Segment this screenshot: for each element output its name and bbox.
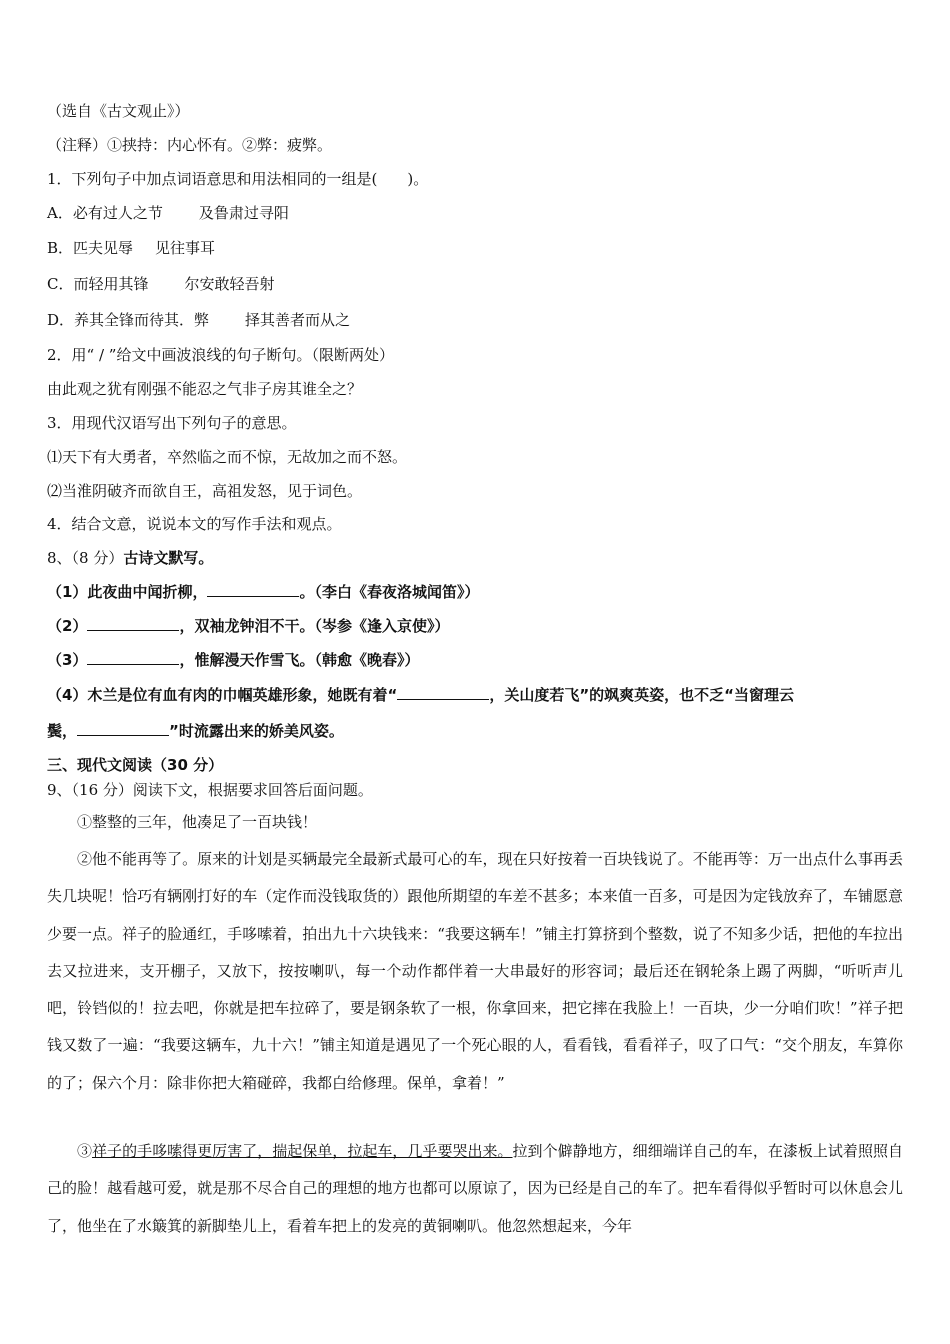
q1-option-a: A．必有过人之节 及鲁肃过寻阳 [47,204,289,222]
q4-stem: 4．结合文意，说说本文的写作手法和观点。 [47,515,342,533]
answer-blank[interactable] [87,616,179,631]
q8-item-2: （2） ，双袖龙钟泪不干。（岑参《逢入京使》） [47,617,450,635]
q3-stem: 3．用现代汉语写出下列句子的意思。 [47,414,297,432]
q1-option-b: B．匹夫见辱 见往事耳 [47,239,216,257]
q8-item-4-continued: 鬓， ”时流露出来的娇美风姿。 [47,722,344,740]
q3-sentence-1: ⑴天下有大勇者，卒然临之而不惊，无故加之而不怒。 [47,448,408,466]
q2-stem: 2．用“ / ”给文中画波浪线的句子断句。（限断两处） [47,346,394,364]
q9-paragraph-1: ①整整的三年，他凑足了一百块钱！ [77,813,318,831]
q8-item-3: （3） ，惟解漫天作雪飞。（韩愈《晚春》） [47,651,420,669]
answer-blank[interactable] [77,721,169,736]
q1-option-c: C．而轻用其锋 尔安敢轻吾射 [47,275,275,293]
q8-item-4: （4）木兰是位有血有肉的巾帼英雄形象，她既有着“ ，关山度若飞”的飒爽英姿，也不乏“当窗理云 [47,686,795,704]
q8-item-1: （1）此夜曲中闻折柳， 。（李白《春夜洛城闻笛》） [47,583,480,601]
q1-option-d: D．养其全锋而待其．弊 择其善者而从之 [47,311,351,329]
q2-text: 由此观之犹有刚强不能忍之气非子房其谁全之？ [47,380,363,398]
q8-heading: 8、（8 分）古诗文默写。 [47,549,214,567]
source-line: （选自《古文观止》） [47,102,190,120]
answer-blank[interactable] [87,650,179,665]
q1-stem: 1．下列句子中加点词语意思和用法相同的一组是( )。 [47,170,429,188]
q3-sentence-2: ⑵当淮阴破齐而欲自王，高祖发怒，见于词色。 [47,482,363,500]
q9-paragraph-2: ②他不能再等了。原来的计划是买辆最完全最新式最可心的车，现在只好按着一百块钱说了。不能再等：万一出点什么事再丢失几块呢！恰巧有辆刚打好的车（定作而没钱取货的）跟他所期望的车差不甚多；本来值一百多，可是因为定钱放弃了，车铺愿意少要一点。祥子的脸通红，手哆嗦着，拍出九十六块钱来：“我要这辆车！”铺主打算挤到个整数，说了不知多少话，把他的车拉出去又拉进来，支开棚子，又放下，按按喇叭，每一个动作都伴着一大串最好的形容词；最后还在钢轮条上踢了两脚，“听听声儿吧，铃铛似的！拉去吧，你就是把车拉碎了，要是钢条软了一根，你拿回来，把它摔在我脸上！一百块，少一分咱们吹！”祥子把钱又数了一遍：“我要这辆车，九十六！”铺主知道是遇见了一个死心眼的人，看看钱，看看祥子，叹了口气：“交个朋友，车算你的了；保六个月：除非你把大箱碰碎，我都白给修理。保单，拿着！” [47,850,903,1092]
section-3-title: 三、现代文阅读（30 分） [47,756,224,774]
notes-line: （注释）①挟持：内心怀有。②弊：疲弊。 [47,136,333,154]
q9-paragraph-3: ③祥子的手哆嗦得更厉害了，揣起保单，拉起车，几乎要哭出来。拉到个僻静地方，细细端详自己的车，在漆板上试着照照自己的脸！越看越可爱，就是那不尽合自己的理想的地方也都可以原谅了，因为已经是自己的车了。把车看得似乎暂时可以休息会儿了，他坐在了水簸箕的新脚垫儿上，看着车把上的发亮的黄铜喇叭。他忽然想起来，今年 [47,1142,903,1235]
underlined-sentence: 祥子的手哆嗦得更厉害了，揣起保单，拉起车，几乎要哭出来。 [92,1142,513,1160]
q9-stem: 9、（16 分）阅读下文，根据要求回答后面问题。 [47,781,373,799]
answer-blank[interactable] [207,582,299,597]
answer-blank[interactable] [397,685,489,700]
